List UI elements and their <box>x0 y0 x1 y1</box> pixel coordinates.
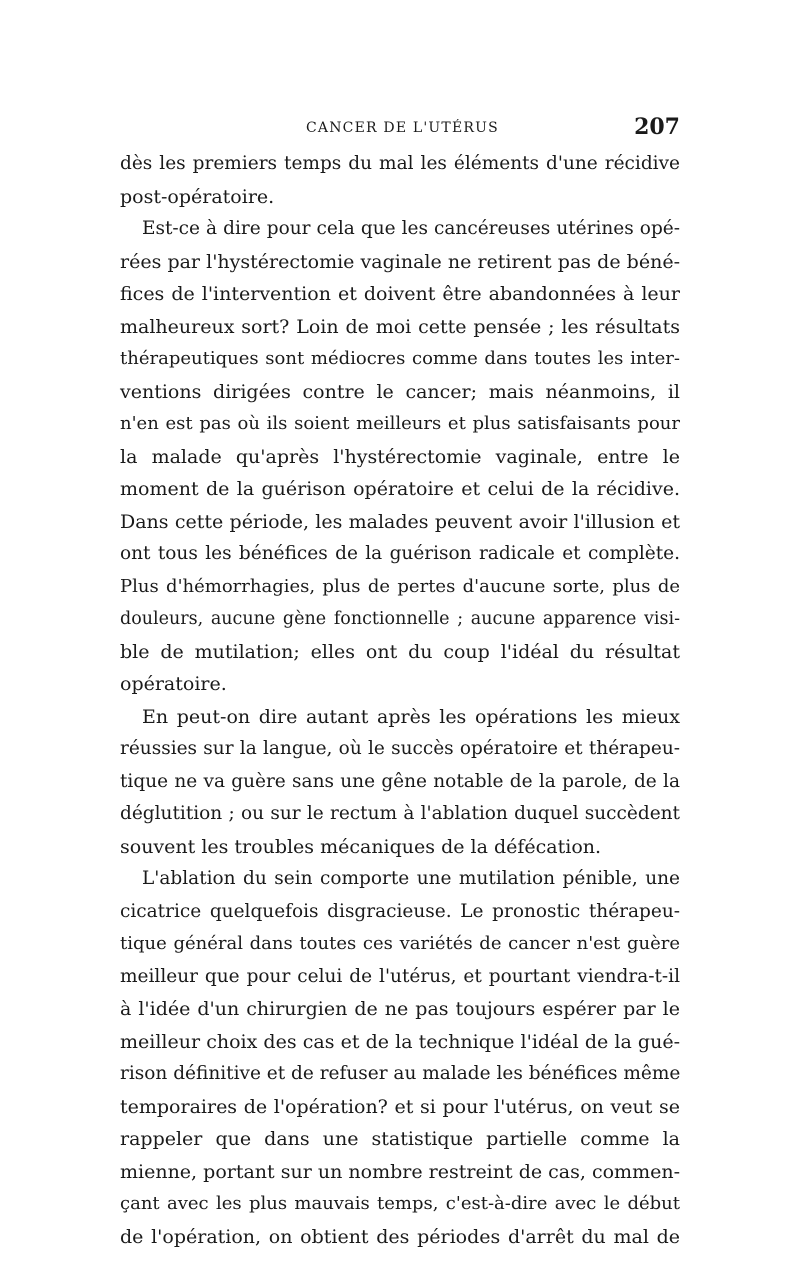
text-line: rappeler que dans une statistique partielle comme la <box>120 1128 680 1150</box>
text-line: tique ne va guère sans une gêne notable de la parole, de la <box>120 770 680 792</box>
text-line: déglutition ; ou sur le rectum à l'ablation duquel succèdent <box>120 803 680 824</box>
text-line: cicatrice quelquefois disgracieuse. Le pronostic thérapeu- <box>120 900 680 922</box>
text-line: post-opératoire. <box>120 185 275 208</box>
page-number: 207 <box>634 114 680 140</box>
text-line: opératoire. <box>120 673 227 695</box>
text-line: En peut-on dire autant après les opérations les mieux <box>142 705 680 728</box>
text-line: rées par l'hystérectomie vaginale ne retirent pas de béné- <box>120 250 680 273</box>
text-line: L'ablation du sein comporte une mutilation pénible, une <box>142 868 680 889</box>
text-line: malheureux sort? Loin de moi cette pensée ; les résultats <box>120 315 680 338</box>
text-line: temporaires de l'opération? et si pour l'utérus, on veut se <box>120 1095 680 1118</box>
running-head-title: CANCER DE L'UTÉRUS <box>306 120 499 136</box>
text-line: thérapeutiques sont médiocres comme dans toutes les inter- <box>120 348 680 369</box>
text-line: rison définitive et de refuser au malade les bénéfices même <box>120 1063 681 1084</box>
text-line: ont tous les bénéfices de la guérison radicale et complète. <box>120 543 680 564</box>
text-line: meilleur choix des cas et de la technique l'idéal de la gué- <box>120 1030 680 1053</box>
body-text <box>120 148 680 1253</box>
text-line: réussies sur la langue, où le succès opératoire et thérapeu- <box>120 738 680 759</box>
text-line: Est-ce à dire pour cela que les cancéreuses utérines opé- <box>142 218 680 239</box>
text-line: tique général dans toutes ces variétés de cancer n'est guère <box>120 933 680 954</box>
text-line: douleurs, aucune gène fonctionnelle ; aucune apparence visi- <box>120 609 680 629</box>
text-line: meilleur que pour celui de l'utérus, et pourtant viendra-t-il <box>120 965 680 987</box>
text-line: ble de mutilation; elles ont du coup l'idéal du résultat <box>120 640 680 663</box>
text-line: moment de la guérison opératoire et celui de la récidive. <box>120 478 680 500</box>
running-head <box>120 114 680 144</box>
text-line: souvent les troubles mécaniques de la défécation. <box>120 835 602 858</box>
text-line: çant avec les plus mauvais temps, c'est-à-dire avec le début <box>120 1193 680 1214</box>
text-line: Dans cette période, les malades peuvent avoir l'illusion et <box>120 510 680 533</box>
text-line: ventions dirigées contre le cancer; mais néanmoins, il <box>120 380 680 403</box>
text-line: de l'opération, on obtient des périodes d'arrêt du mal de <box>120 1225 680 1248</box>
text-line: la malade qu'après l'hystérectomie vaginale, entre le <box>120 445 680 468</box>
text-line: fices de l'intervention et doivent être abandonnées à leur <box>120 283 680 305</box>
text-line: mienne, portant sur un nombre restreint de cas, commen- <box>120 1160 680 1183</box>
text-line: Plus d'hémorrhagies, plus de pertes d'aucune sorte, plus de <box>120 575 680 597</box>
text-line: n'en est pas où ils soient meilleurs et plus satisfaisants pour <box>120 413 680 434</box>
text-line: dès les premiers temps du mal les éléments d'une récidive <box>120 153 680 174</box>
text-line: à l'idée d'un chirurgien de ne pas toujours espérer par le <box>120 998 680 1020</box>
